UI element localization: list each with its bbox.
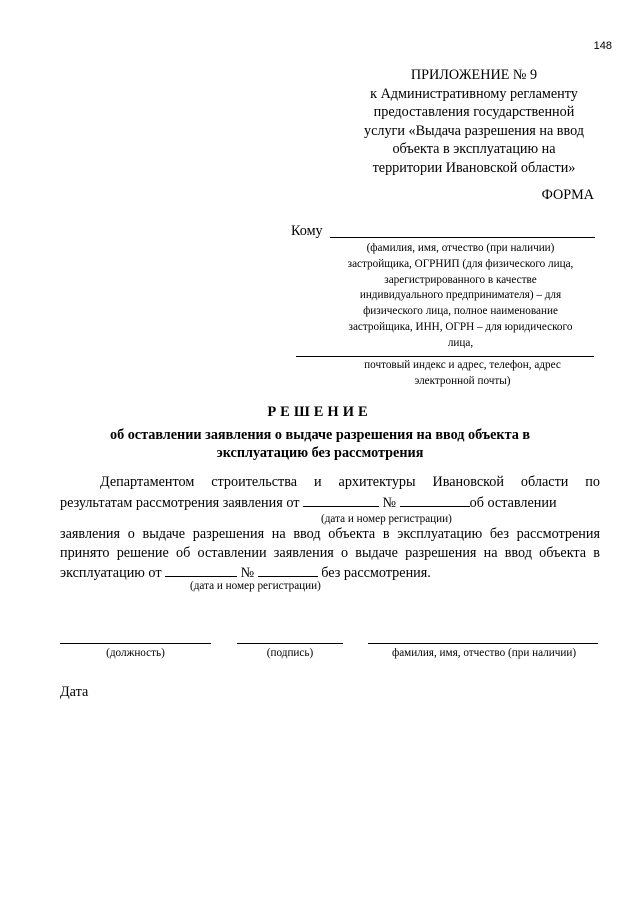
addressee-hint-line: лица, [447, 336, 474, 349]
application-number-field[interactable] [400, 494, 470, 507]
signature-hint: (подпись) [266, 647, 314, 659]
number-sign: № [382, 495, 397, 511]
appendix-line: ПРИЛОЖЕНИЕ № 9 [410, 67, 538, 83]
full-name-hint: фамилия, имя, отчество (при наличии) [391, 647, 577, 659]
addressee-hint-line: физического лица, полное наименование [363, 305, 558, 318]
address-hint-line: электронной почты) [414, 374, 511, 387]
signature-field[interactable] [237, 643, 343, 644]
body-text: без рассмотрения. [321, 565, 431, 581]
address-hint [345, 358, 580, 390]
body-line-4: принято решение об оставлении заявления о выдаче разрешения на ввод объекта в [60, 545, 600, 561]
appendix-line: к Административному регламенту [370, 85, 578, 102]
application-date-field[interactable] [303, 494, 379, 507]
registration-hint: (дата и номер регистрации) [321, 513, 452, 525]
appendix-line: объекта в эксплуатацию на [392, 141, 556, 158]
addressee-hint-line: застройщика, ОГРНИП (для физического лица, [347, 257, 574, 270]
document-subtitle [60, 426, 580, 462]
addressee-hint-line: зарегистрированного в качестве [384, 273, 537, 286]
address-field[interactable] [296, 356, 594, 357]
position-hint: (должность) [106, 647, 165, 659]
appendix-line: услуги «Выдача разрешения на ввод [363, 122, 585, 139]
page-number: 148 [593, 40, 612, 52]
form-label: ФОРМА [541, 187, 594, 203]
body-text: об оставлении [469, 495, 557, 511]
addressee-hint-line: индивидуального предпринимателя) – для [359, 289, 562, 302]
addressee-hint [328, 241, 593, 352]
body-text: результатам рассмотрения заявления от [60, 495, 300, 511]
position-field[interactable] [60, 643, 211, 644]
addressee-label: Кому [291, 223, 323, 239]
body-line-3: заявления о выдаче разрешения на ввод объекта в эксплуатацию без рассмотрения [60, 526, 600, 542]
registration-hint: (дата и номер регистрации) [190, 580, 321, 592]
address-hint-line: почтовый индекс и адрес, телефон, адрес [364, 359, 561, 371]
appendix-line: предоставления государственной [373, 104, 575, 121]
document-title: РЕШЕНИЕ [267, 404, 372, 420]
full-name-field[interactable] [368, 643, 598, 644]
body-line-2 [60, 494, 557, 512]
decision-date-field[interactable] [165, 564, 237, 577]
addressee-field[interactable] [330, 237, 595, 238]
decision-number-field[interactable] [258, 564, 318, 577]
addressee-hint-line: застройщика, ИНН, ОГРН – для юридического [348, 320, 573, 333]
body-text: эксплуатацию от [60, 565, 162, 581]
appendix-header [340, 66, 608, 178]
body-line-1: Департаментом строительства и архитектуры Ивановской области по [100, 474, 600, 490]
addressee-hint-line: (фамилия, имя, отчество (при наличии) [366, 242, 555, 254]
appendix-line: территории Ивановской области» [372, 159, 576, 176]
number-sign: № [240, 565, 255, 581]
subtitle-line: об оставлении заявления о выдаче разрешения на ввод объекта в [109, 427, 531, 443]
date-label: Дата [60, 684, 89, 700]
subtitle-line: эксплуатацию без рассмотрения [216, 445, 424, 461]
